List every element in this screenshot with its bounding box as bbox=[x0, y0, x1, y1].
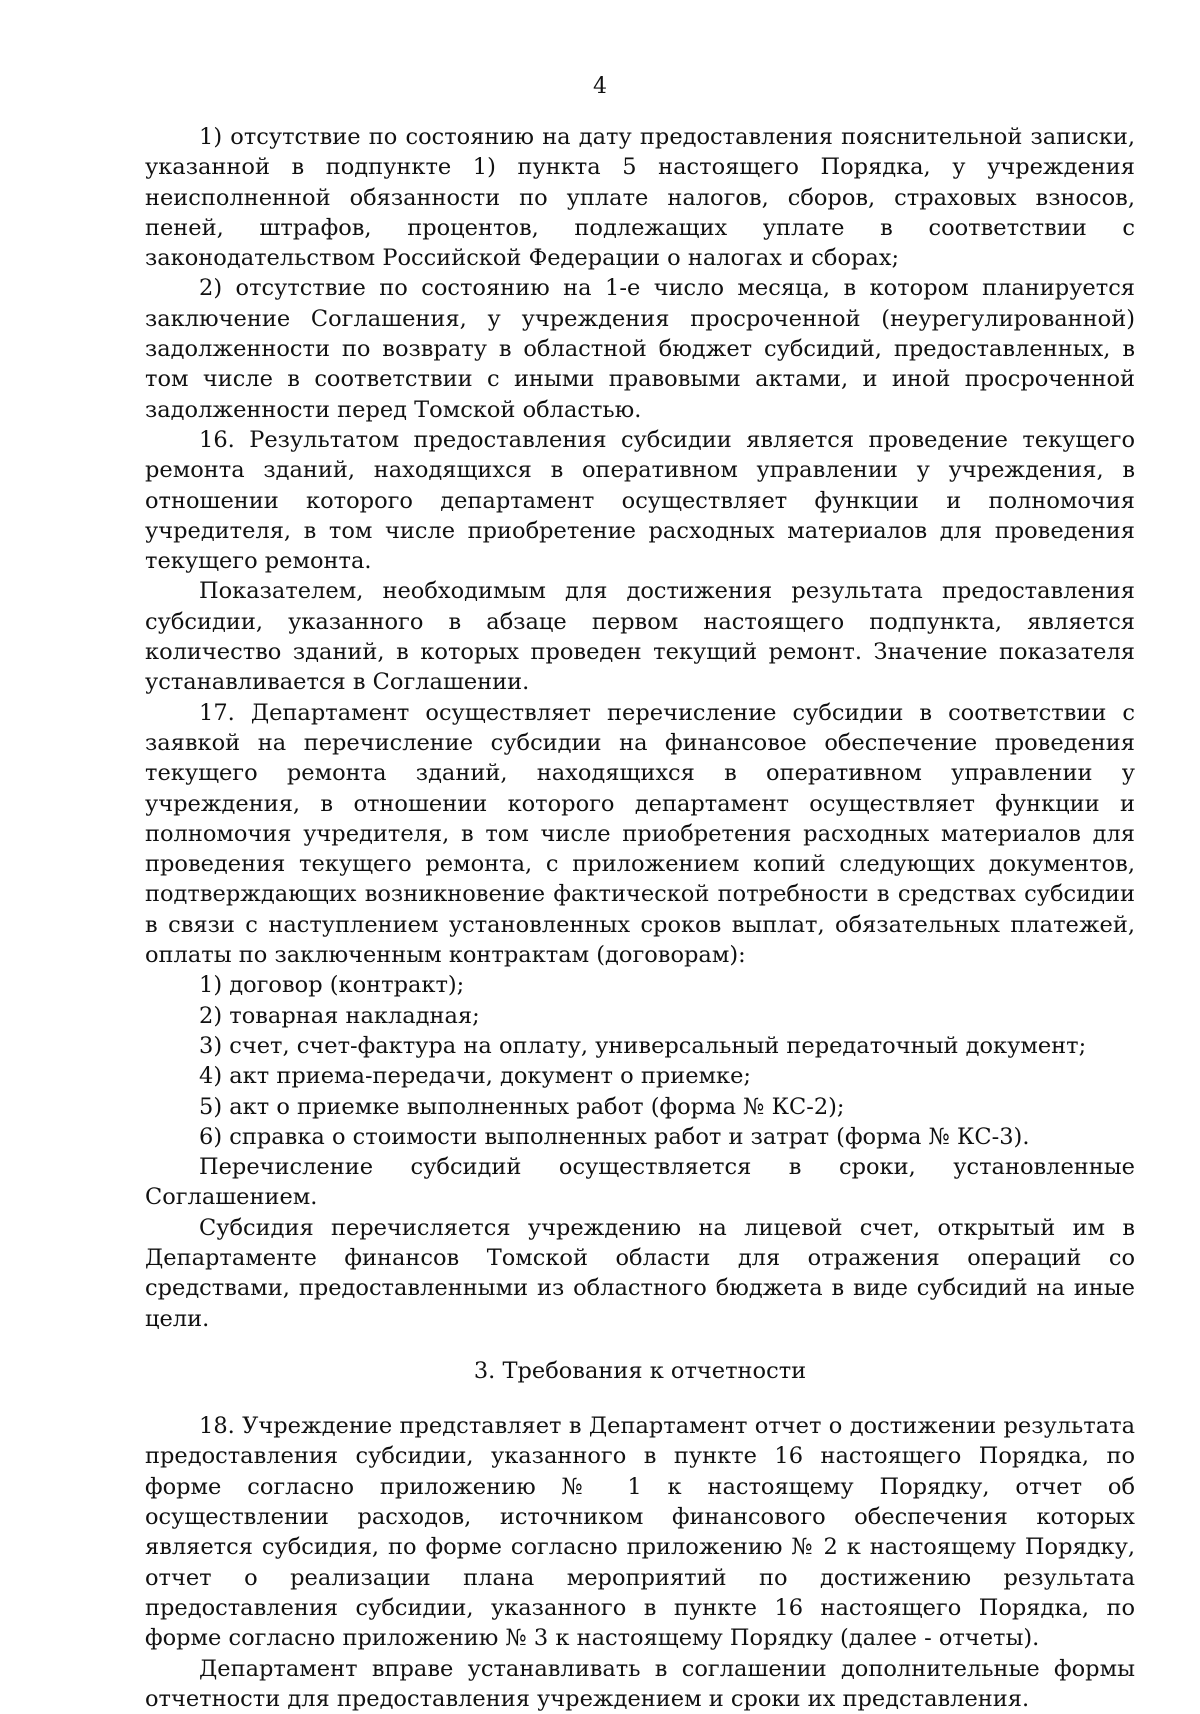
section-heading: 3. Требования к отчетности bbox=[473, 1357, 807, 1384]
page-number: 4 bbox=[593, 74, 607, 99]
document-body bbox=[145, 122, 1135, 1714]
list-item-contract: 1) договор (контракт); bbox=[199, 972, 465, 999]
paragraph-personal-account: Субсидия перечисляется учреждению на лицевой счет, открытый им в Департаменте финансов Томской области для отражения операций со средствами, предоставленными из областного бюджета в виде субсидий на иные цели. bbox=[145, 1214, 1135, 1332]
paragraph-item-1-tax-obligations: 1) отсутствие по состоянию на дату предоставления пояснительной записки, указанной в подпункте 1) пункта 5 настоящего Порядка, у учреждения неисполненной обязанности по уплате налогов, сборов, страховых взносов, пеней, штрафов, процентов, подлежащих уплате в соответствии с законодательством Российской Федерации о налогах и сборах; bbox=[145, 124, 1135, 272]
paragraph-clause-17: 17. Департамент осуществляет перечисление субсидии в соответствии с заявкой на перечисление субсидии на финансовое обеспечение проведения текущего ремонта зданий, находящихся в оперативном управлении у учреждения, в отношении которого департамент осуществляет функции и полномочия учредителя, в том числе приобретения расходных материалов для проведения текущего ремонта, с приложением копий следующих документов, подтверждающих возникновение фактической потребности в средствах субсидии в связи с наступлением установленных сроков выплат, обязательных платежей, оплаты по заключенным контрактам (договорам): bbox=[145, 699, 1135, 969]
list-item-invoice: 3) счет, счет-фактура на оплату, универсальный передаточный документ; bbox=[199, 1032, 1087, 1059]
paragraph-transfer-terms: Перечисление субсидий осуществляется в сроки, установленные Соглашением. bbox=[145, 1154, 1135, 1211]
list-item-ks2: 5) акт о приемке выполненных работ (форма № КС-2); bbox=[199, 1093, 845, 1120]
paragraph-indicator: Показателем, необходимым для достижения результата предоставления субсидии, указанного в абзаце первом настоящего подпункта, является количество зданий, в которых проведен текущий ремонт. Значение показателя устанавливается в Соглашении. bbox=[145, 578, 1135, 696]
list-item-waybill: 2) товарная накладная; bbox=[199, 1002, 480, 1029]
list-item-ks3: 6) справка о стоимости выполненных работ и затрат (форма № КС-3). bbox=[199, 1123, 1030, 1150]
paragraph-clause-16: 16. Результатом предоставления субсидии является проведение текущего ремонта зданий, находящихся в оперативном управлении у учреждения, в отношении которого департамент осуществляет функции и полномочия учредителя, в том числе приобретение расходных материалов для проведения текущего ремонта. bbox=[145, 426, 1135, 575]
list-item-acceptance-act: 4) акт приема-передачи, документ о приемке; bbox=[199, 1063, 752, 1090]
paragraph-clause-18: 18. Учреждение представляет в Департамент отчет о достижении результата предоставления субсидии, указанного в пункте 16 настоящего Порядка, по форме согласно приложению № 1 к настоящему Порядку, отчет об осуществлении расходов, источником финансового обеспечения которых является субсидия, по форме согласно приложению № 2 к настоящему Порядку, отчет о реализации плана мероприятий по достижению результата предоставления субсидии, указанного в пункте 16 настоящего Порядка, по форме согласно приложению № 3 к настоящему Порядку (далее - отчеты). bbox=[145, 1413, 1135, 1652]
paragraph-additional-forms: Департамент вправе устанавливать в соглашении дополнительные формы отчетности для предоставления учреждением и сроки их представления. bbox=[145, 1655, 1135, 1712]
paragraph-item-2-overdue-debt: 2) отсутствие по состоянию на 1-е число месяца, в котором планируется заключение Соглашения, у учреждения просроченной (неурегулированной) задолженности по возврату в областной бюджет субсидий, предоставленных, в том числе в соответствии с иными правовыми актами, и иной просроченной задолженности перед Томской областью. bbox=[145, 275, 1135, 423]
